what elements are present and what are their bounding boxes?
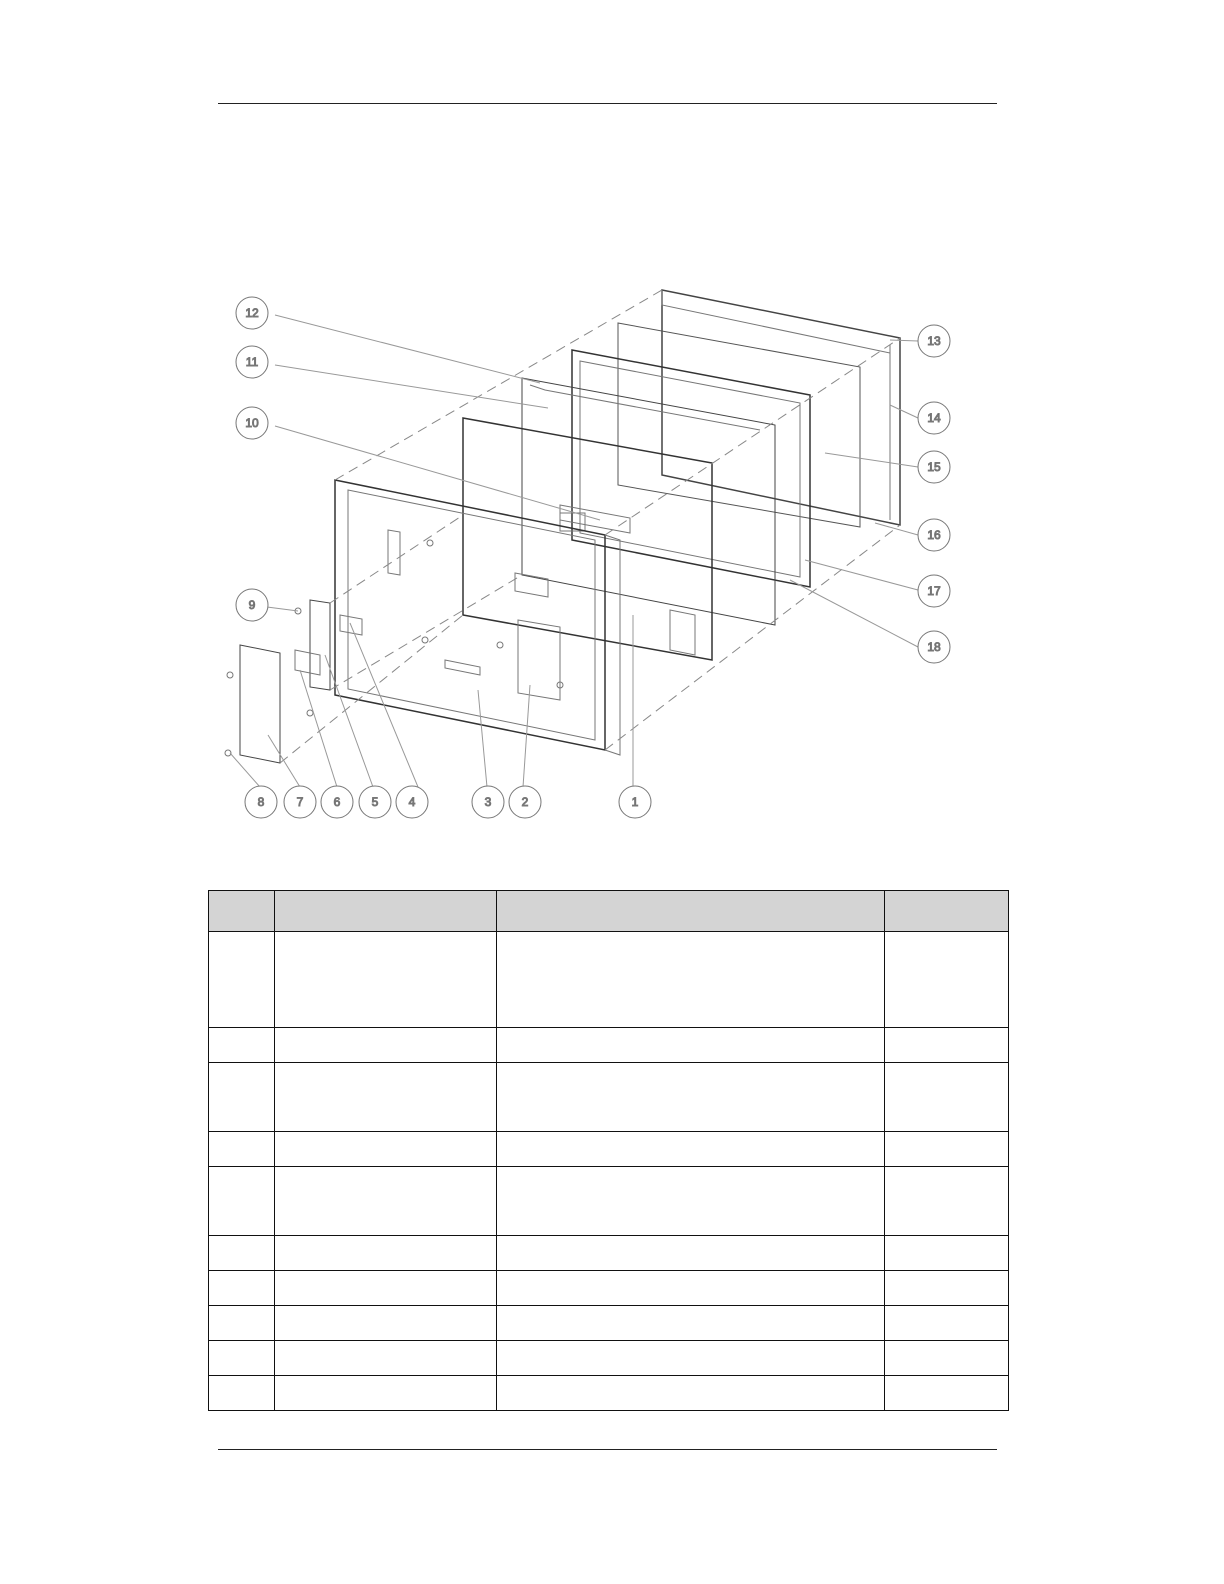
lcd-panel: [618, 323, 860, 527]
svg-text:10: 10: [245, 416, 259, 430]
rear-housing: [662, 290, 900, 525]
callout-10: [236, 407, 268, 439]
table-cell: [497, 1028, 885, 1063]
table-cell: [497, 1063, 885, 1132]
callout-18: [918, 631, 950, 663]
table-cell: [275, 1306, 497, 1341]
table-cell: [885, 1028, 1009, 1063]
table-row: [209, 1028, 1009, 1063]
table-cell: [275, 1028, 497, 1063]
callout-15: [918, 451, 950, 483]
table-cell: [497, 1376, 885, 1411]
table-cell: [885, 1132, 1009, 1167]
table-cell: [885, 1167, 1009, 1236]
svg-text:12: 12: [245, 306, 259, 320]
header-cell: [885, 891, 1009, 932]
table-cell: [209, 1167, 275, 1236]
callout-5: [359, 786, 391, 818]
table-cell: [885, 1063, 1009, 1132]
table-row: [209, 1132, 1009, 1167]
table-cell: [209, 1306, 275, 1341]
table-row: [209, 1376, 1009, 1411]
table-cell: [497, 1306, 885, 1341]
svg-text:15: 15: [927, 460, 941, 474]
exploded-assembly-diagram: [200, 275, 980, 835]
table-cell: [275, 1063, 497, 1132]
table-cell: [209, 1341, 275, 1376]
callout-7: [284, 786, 316, 818]
display-frame: [572, 350, 810, 587]
table-cell: [275, 1132, 497, 1167]
main-board: [335, 480, 695, 755]
table-cell: [275, 1376, 497, 1411]
callout-11: [236, 346, 268, 378]
table-cell: [275, 1236, 497, 1271]
table-cell: [497, 1341, 885, 1376]
table-row: [209, 1167, 1009, 1236]
parts-table: [208, 890, 1009, 1411]
table-cell: [497, 932, 885, 1028]
header-cell: [209, 891, 275, 932]
table-cell: [885, 1306, 1009, 1341]
table-row: [209, 1236, 1009, 1271]
header-cell: [275, 891, 497, 932]
table-cell: [497, 1132, 885, 1167]
svg-text:14: 14: [927, 411, 941, 425]
table-cell: [275, 1271, 497, 1306]
svg-text:18: 18: [927, 640, 941, 654]
table-row: [209, 1341, 1009, 1376]
svg-text:1: 1: [631, 795, 639, 809]
table-cell: [209, 1271, 275, 1306]
svg-text:2: 2: [521, 795, 529, 809]
svg-text:3: 3: [484, 795, 492, 809]
table-cell: [497, 1271, 885, 1306]
svg-text:17: 17: [927, 584, 941, 598]
svg-text:8: 8: [257, 795, 265, 809]
side-brackets: [225, 600, 362, 763]
callout-3: [472, 786, 504, 818]
table-cell: [497, 1167, 885, 1236]
front-frame: [522, 378, 775, 625]
table-cell: [209, 1236, 275, 1271]
table-cell: [885, 1236, 1009, 1271]
svg-text:9: 9: [248, 598, 256, 612]
callout-4: [396, 786, 428, 818]
table-cell: [209, 1132, 275, 1167]
table-cell: [209, 1063, 275, 1132]
table-cell: [275, 1341, 497, 1376]
callout-14: [918, 402, 950, 434]
callout-12: [236, 297, 268, 329]
header-rule: [218, 103, 997, 104]
table-row: [209, 1063, 1009, 1132]
svg-text:5: 5: [371, 795, 379, 809]
table-cell: [275, 932, 497, 1028]
assembly-lines: [280, 290, 900, 763]
leader-lines: [230, 315, 918, 787]
table-cell: [275, 1167, 497, 1236]
circuit-board: [463, 418, 712, 660]
svg-text:13: 13: [927, 334, 941, 348]
table-row: [209, 932, 1009, 1028]
svg-text:11: 11: [245, 355, 259, 369]
table-cell: [885, 1271, 1009, 1306]
table-row: [209, 1271, 1009, 1306]
table-cell: [885, 1376, 1009, 1411]
table-cell: [209, 1376, 275, 1411]
header-cell: [497, 891, 885, 932]
footer-rule: [218, 1449, 997, 1450]
callout-9: [236, 589, 268, 621]
svg-text:6: 6: [333, 795, 341, 809]
table-header-row: [209, 891, 1009, 932]
table-cell: [885, 1341, 1009, 1376]
callout-16: [918, 519, 950, 551]
callout-2: [509, 786, 541, 818]
callout-8: [245, 786, 277, 818]
table-cell: [209, 932, 275, 1028]
svg-text:16: 16: [927, 528, 941, 542]
callout-13: [918, 325, 950, 357]
svg-text:4: 4: [408, 795, 416, 809]
table-cell: [885, 932, 1009, 1028]
svg-text:7: 7: [296, 795, 304, 809]
callout-17: [918, 575, 950, 607]
callout-6: [321, 786, 353, 818]
callout-1: [619, 786, 651, 818]
table-row: [209, 1306, 1009, 1341]
table-cell: [209, 1028, 275, 1063]
table-cell: [497, 1236, 885, 1271]
